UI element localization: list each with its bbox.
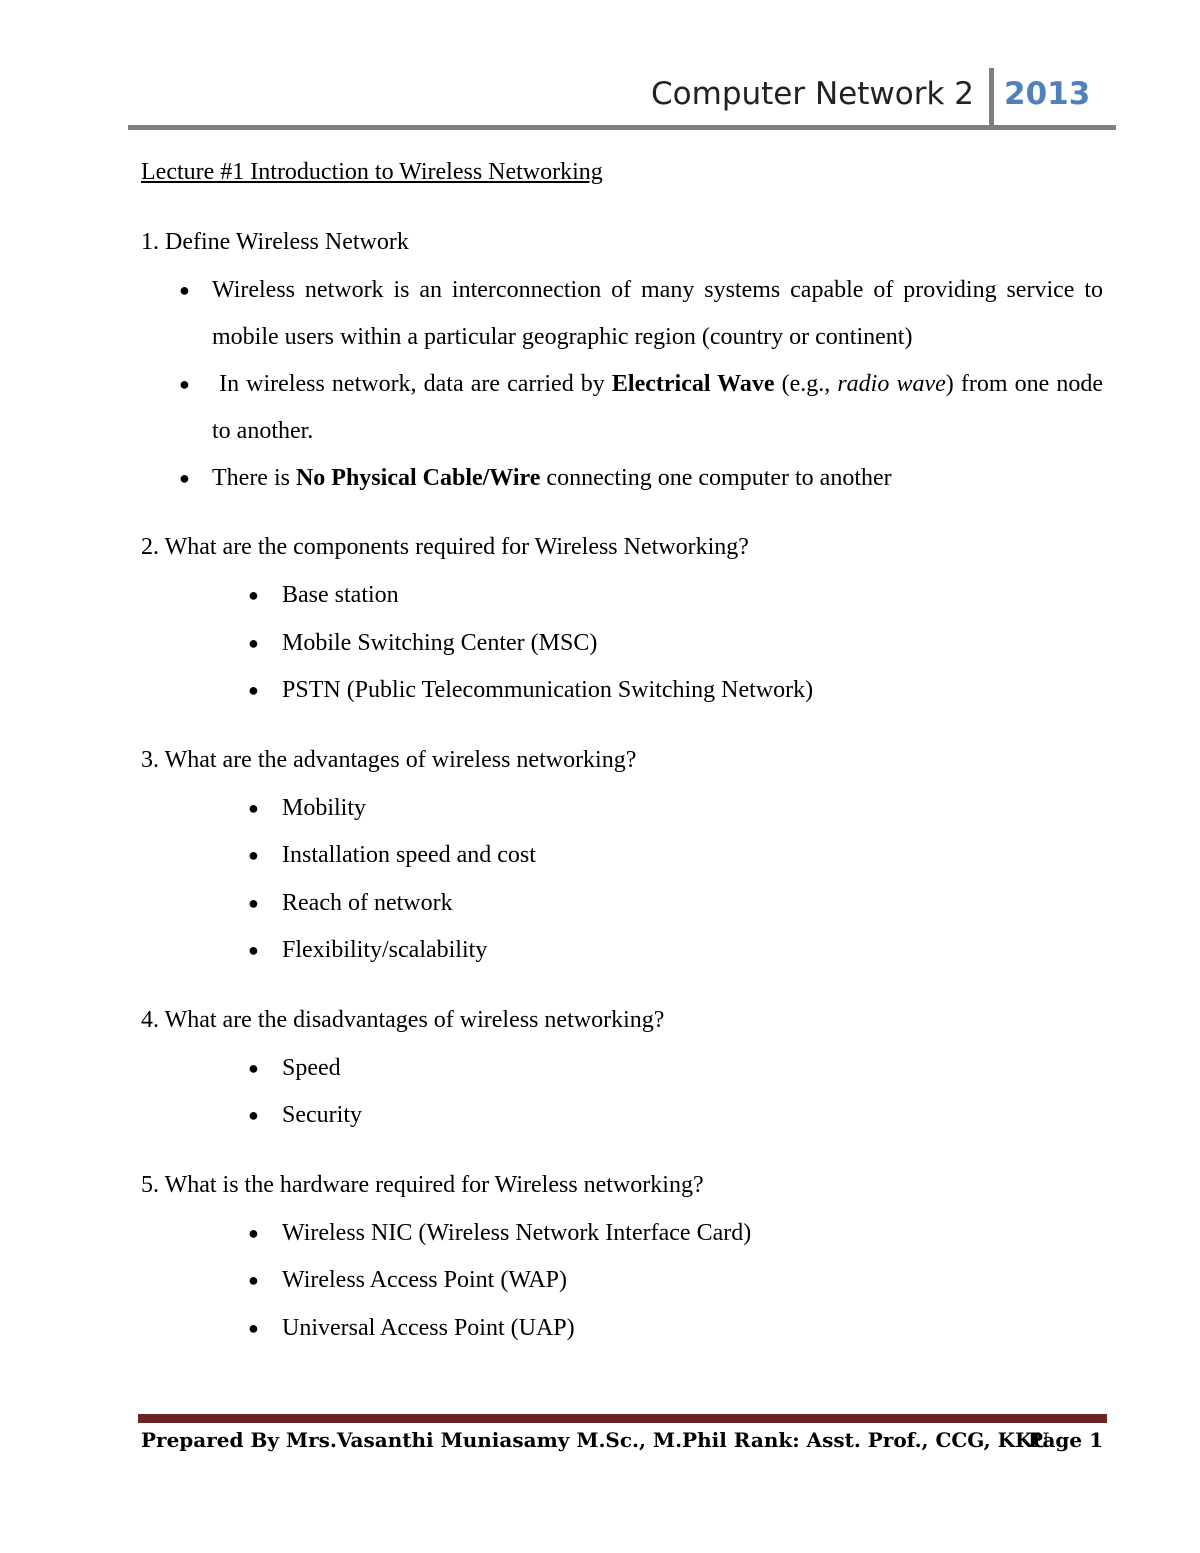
section-disadvantages xyxy=(141,1003,1103,1140)
list-item-text: Base station xyxy=(282,582,399,608)
header-year: 2013 xyxy=(1004,76,1091,112)
list-item-text: Security xyxy=(282,1102,362,1128)
list-item xyxy=(141,1045,1103,1093)
list-item xyxy=(141,832,1103,880)
bullet-icon: ● xyxy=(248,797,259,818)
footer-page-number: Page 1 xyxy=(1027,1428,1103,1452)
list-item-text: Mobility xyxy=(282,794,367,821)
list-item xyxy=(141,1257,1103,1305)
list-item-text: Wireless Access Point (WAP) xyxy=(282,1267,567,1293)
list-item xyxy=(141,267,1103,361)
list-item xyxy=(141,361,1103,455)
bullet-icon: ● xyxy=(248,892,259,913)
bullet-icon: ● xyxy=(248,632,259,653)
section-components xyxy=(141,530,1103,715)
list-item xyxy=(141,455,1103,502)
bullet-icon: ● xyxy=(248,845,259,865)
list-item-text: Speed xyxy=(282,1054,341,1081)
bold-term: No Physical Cable/Wire xyxy=(295,465,541,491)
section-heading: 4. What are the disadvantages of wireless networking? xyxy=(141,1006,665,1033)
list-item xyxy=(141,785,1103,833)
bullet-icon: ● xyxy=(248,940,259,960)
list-item-text xyxy=(212,371,1103,444)
list-item-text: Wireless NIC (Wireless Network Interface Card) xyxy=(282,1219,752,1246)
text-run: (e.g., xyxy=(774,371,838,397)
section-heading: 2. What are the components required for Wireless Networking? xyxy=(141,534,749,560)
section-advantages xyxy=(141,743,1103,975)
section-define xyxy=(141,225,1103,502)
bullet-icon: ● xyxy=(179,280,190,300)
lecture-title: Lecture #1 Introduction to Wireless Networking xyxy=(141,159,603,185)
hardware-list xyxy=(141,1210,1103,1353)
list-item-text: Flexibility/scalability xyxy=(282,937,488,963)
section-heading: 1. Define Wireless Network xyxy=(141,229,409,255)
advantages-list xyxy=(141,785,1103,975)
section-heading: 5. What is the hardware required for Wireless networking? xyxy=(141,1171,704,1198)
section-hardware xyxy=(141,1168,1103,1353)
bullet-icon: ● xyxy=(248,680,259,700)
components-list xyxy=(141,572,1103,715)
definition-list xyxy=(141,267,1103,502)
list-item-text: Mobile Switching Center (MSC) xyxy=(282,629,598,656)
disadvantages-list xyxy=(141,1045,1103,1140)
list-item xyxy=(141,1092,1103,1140)
section-heading: 3. What are the advantages of wireless networking? xyxy=(141,746,637,773)
text-run: connecting one computer to another xyxy=(540,465,892,491)
bullet-icon: ● xyxy=(248,1057,259,1078)
list-item xyxy=(141,880,1103,928)
list-item xyxy=(141,620,1103,668)
list-item xyxy=(141,1305,1103,1353)
footer-rule xyxy=(138,1414,1107,1423)
bullet-icon: ● xyxy=(248,1270,259,1290)
footer-author: Prepared By Mrs.Vasanthi Muniasamy M.Sc., M.Phil Rank: Asst. Prof., CCG, KKU xyxy=(141,1428,1050,1452)
list-item xyxy=(141,1210,1103,1258)
bullet-icon: ● xyxy=(248,1317,259,1338)
header-title: Computer Network 2 xyxy=(651,76,974,112)
header-separator xyxy=(989,68,994,128)
list-item-text: Universal Access Point (UAP) xyxy=(282,1314,575,1341)
text-run: ) from one node to another. xyxy=(212,371,1103,444)
header-rule xyxy=(128,125,1116,130)
bullet-icon: ● xyxy=(248,1222,259,1243)
list-item-text: Reach of network xyxy=(282,889,453,916)
page-content xyxy=(141,155,1103,1380)
bullet-icon: ● xyxy=(248,585,259,605)
list-item xyxy=(141,667,1103,715)
bullet-icon: ● xyxy=(179,374,190,394)
text-run: In wireless network, data are carried by xyxy=(219,371,612,397)
bullet-icon: ● xyxy=(179,468,190,488)
bold-term: Electrical Wave xyxy=(611,371,775,397)
list-item-text xyxy=(212,465,892,491)
list-item xyxy=(141,927,1103,975)
list-item xyxy=(141,572,1103,620)
bullet-icon: ● xyxy=(248,1105,259,1125)
italic-term: radio wave xyxy=(837,371,946,397)
text-run: There is xyxy=(212,465,296,491)
list-item-text: Installation speed and cost xyxy=(282,842,536,868)
list-item-text: Wireless network is an interconnection of many systems capable of providing service to mobile users within a particular geographic region (country or continent) xyxy=(212,277,1103,350)
list-item-text: PSTN (Public Telecommunication Switching Network) xyxy=(282,677,814,703)
